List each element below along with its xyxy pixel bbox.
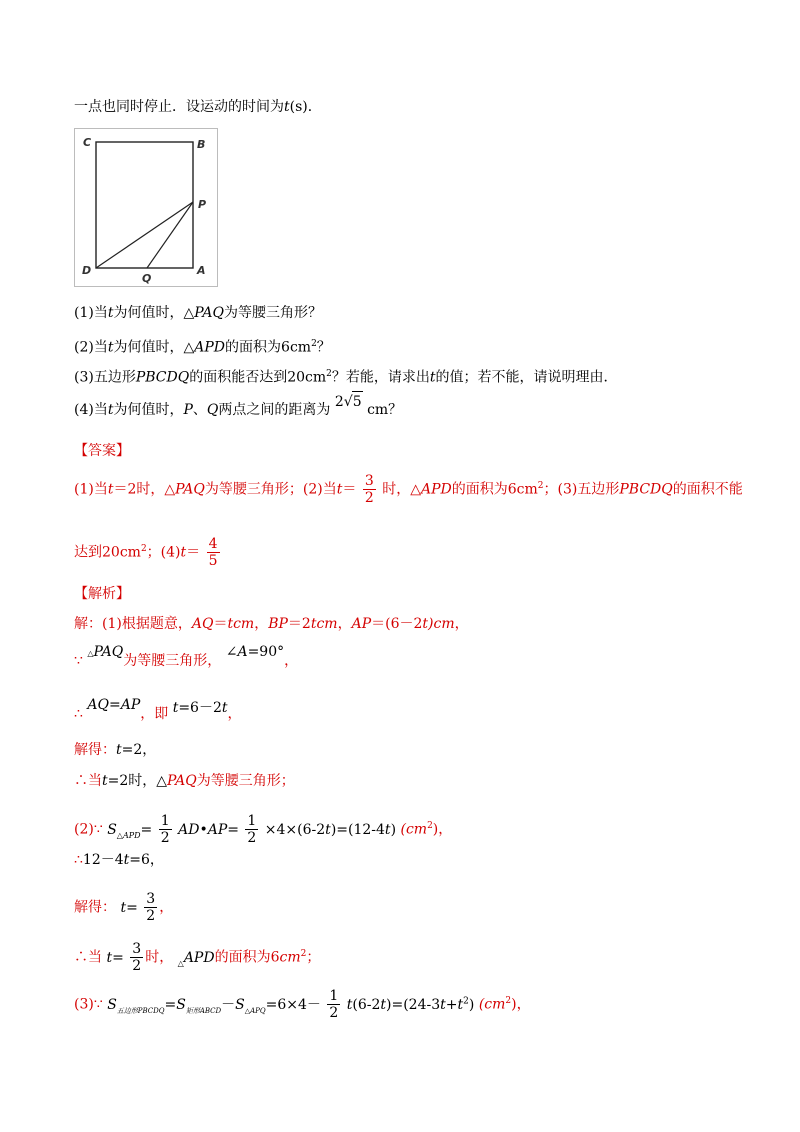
- area-formula-pentagon: $S_{五边形PBCDQ}=S_{矩形ABCD}-S_{\triangle APQ}=6\times 4-$ $\frac{1}{2}$ $t(6-2t)=(24-3t+t^2)$: [107, 988, 475, 1021]
- question-3: (3)五边形PBCDQ的面积能否达到$20cm^2$？若能，请求出t的值；若不能，请说明理由．: [74, 369, 618, 386]
- analysis-step-2: ∵ △PAQ为等腰三角形， ∠A=90°，: [74, 644, 299, 669]
- label-b: B: [197, 138, 206, 151]
- label-d: D: [82, 264, 92, 277]
- label-q: Q: [142, 272, 152, 285]
- question-4: (4)当t为何值时，P、Q两点之间的距离为 2√5 cm？: [74, 399, 402, 420]
- question-1: (1)当t为何值时，△PAQ为等腰三角形？: [74, 305, 322, 321]
- area-formula-apd: $S_{\triangle APD}=$ $\frac{1}{2}$ AD•AP= $\frac{1}{2}$ ×4×(6-2t)=(12-4t): [107, 813, 397, 846]
- question-2: (2)当t为何值时，△APD的面积为$6cm^2$？: [74, 339, 331, 356]
- answer-line-1: (1)当t＝2时，△PAQ为等腰三角形；(2)当t＝ $\frac{3}{2}$ 时，△APD的面积为$6cm^2$；(3)五边形PBCDQ的面积不能: [74, 473, 743, 506]
- analysis-step-8: 解得： t= $\frac{3}{2}$ ，: [74, 891, 174, 924]
- analysis-step-3: ∴ AQ=AP，即 t=6－2t，: [74, 697, 242, 722]
- label-a: A: [197, 264, 206, 277]
- fraction-4-5: $\frac{4}{5}$: [208, 536, 218, 569]
- label-p: P: [198, 198, 207, 211]
- figure-svg: [75, 129, 217, 286]
- analysis-step-6: (2)∵ $S_{\triangle APD}=$ $\frac{1}{2}$ AD•AP= $\frac{1}{2}$ ×4×(6-2t)=(12-4t) $(cm^2)$，: [74, 813, 453, 846]
- analysis-step-5: ∴当t=2时，△PAQ为等腰三角形；: [74, 773, 295, 789]
- answer-line-2: 达到$20cm^2$；(4)t＝ $\frac{4}{5}$: [74, 536, 218, 569]
- analysis-step-9: ∴当 t= $\frac{3}{2}$ 时， $_\triangle$APD的面积为$6cm^2$；: [74, 941, 321, 974]
- segment-qp: [147, 202, 193, 268]
- fraction-3-2: $\frac{3}{2}$: [364, 473, 374, 506]
- segment-dp: [96, 202, 193, 268]
- analysis-step-4: 解得：t=2，: [74, 742, 157, 758]
- analysis-step-1: 解：(1)根据题意，AQ＝tcm，BP＝2tcm，AP＝(6－2t)cm，: [74, 616, 469, 632]
- analysis-step-10: (3)∵ $S_{五边形PBCDQ}=S_{矩形ABCD}-S_{\triangle APQ}=6\times 4-$ $\frac{1}{2}$ $t(6-2t)=(24-3t+t^2)$ $(cm^2)$，: [74, 988, 531, 1021]
- rectangle-abcd: [96, 142, 193, 268]
- analysis-header: 【解析】: [74, 586, 130, 602]
- analysis-step-7: ∴12－4t=6，: [74, 852, 164, 868]
- answer-header: 【答案】: [74, 443, 130, 459]
- label-c: C: [83, 136, 92, 149]
- radical-expression: 2√5: [335, 394, 363, 410]
- intro-line: 一点也同时停止．设运动的时间为t(s)．: [74, 99, 322, 115]
- rectangle-figure: [74, 128, 218, 287]
